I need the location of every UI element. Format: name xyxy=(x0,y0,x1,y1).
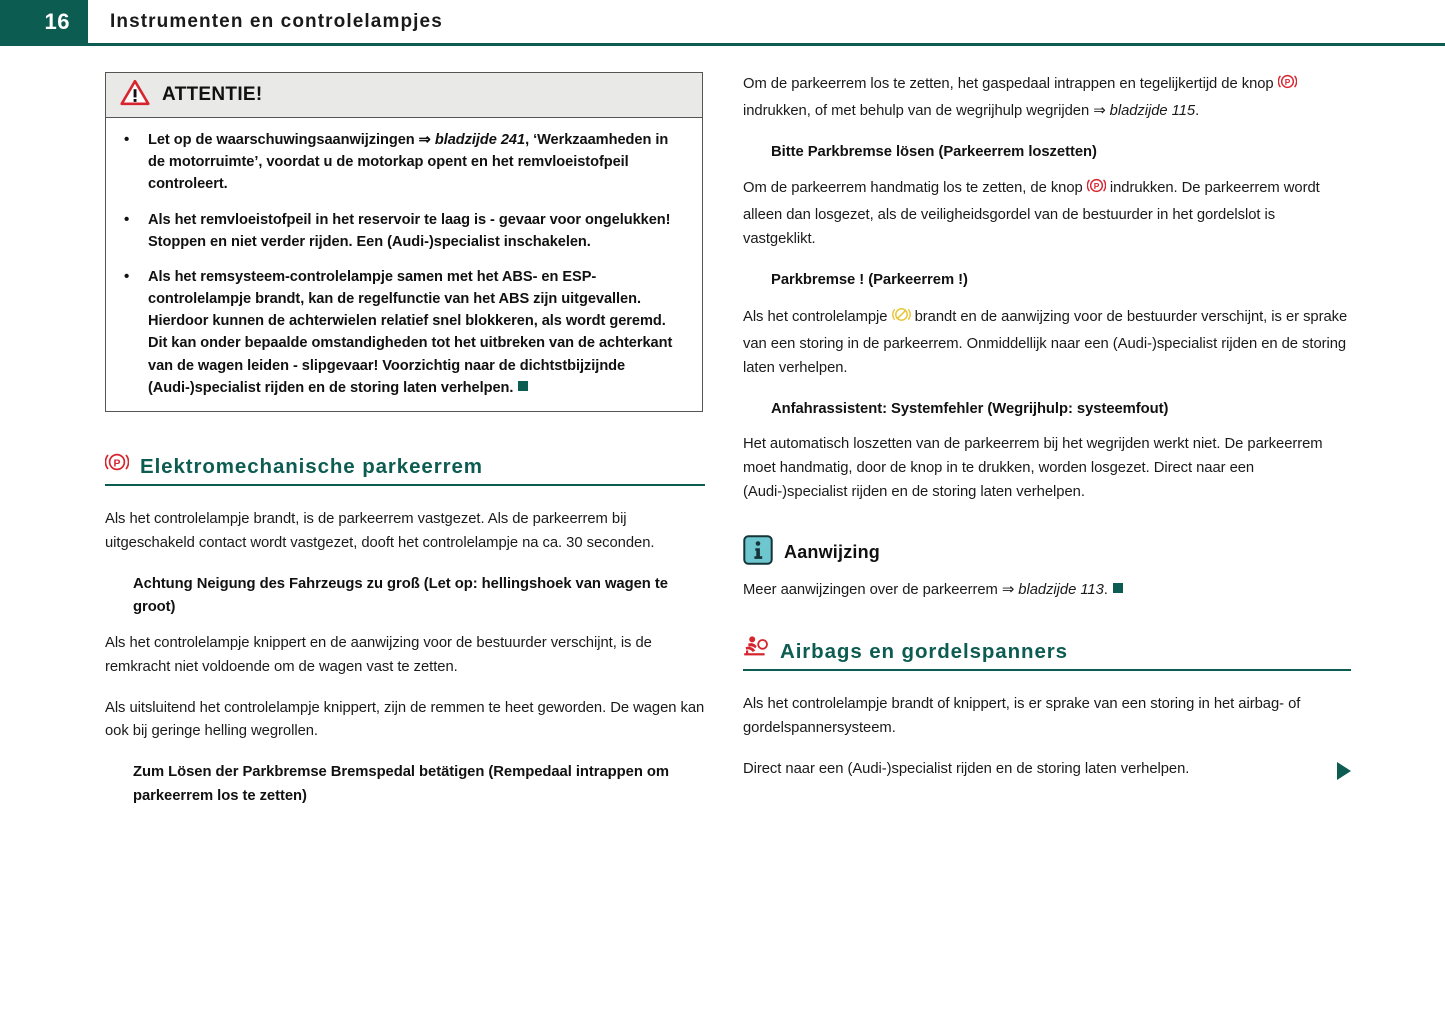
sub-heading: Parkbremse ! (Parkeerrem !) xyxy=(771,272,968,289)
paragraph-text: Om de parkeerrem handmatig los te zetten, de knop xyxy=(743,180,1087,197)
warning-box-header xyxy=(106,73,702,118)
svg-text:P: P xyxy=(1284,76,1290,87)
sub-heading: Anfahrassistent: Systemfehler (Wegrijhulp: systeemfout) xyxy=(771,400,1169,417)
warning-item-pre: Als het remvloeistofpeil in het reservoir te laag is - gevaar voor ongelukken! Stoppen en niet verder rijden. Een (Audi-)specialist inschakelen. xyxy=(148,211,671,250)
section-title: Elektromechanische parkeerrem xyxy=(140,455,483,479)
paragraph: Als het controlelampje knippert en de aanwijzing voor de bestuurder verschijnt, is de remkracht niet voldoende om de wagen vast te zetten. xyxy=(105,634,652,675)
sub-heading: Bitte Parkbremse lösen (Parkeerrem loszetten) xyxy=(771,143,1097,160)
continuation-triangle-icon xyxy=(1337,762,1351,780)
warning-box-title: ATTENTIE! xyxy=(162,84,263,105)
paragraph-text: brandt en de aanwijzing voor de bestuurder verschijnt, is er sprake van een storing in de parkeerrem. Onmiddellijk naar een (Audi-)specialist rijden en de storing laten verhelpen. xyxy=(743,308,1348,376)
bullet-icon: • xyxy=(124,210,130,228)
warning-box xyxy=(105,72,703,412)
sub-heading: Zum Lösen der Parkbremse Bremspedal betätigen (Rempedaal intrappen om parkeerrem los te zetten) xyxy=(133,764,669,804)
warning-item xyxy=(122,129,686,196)
warning-item xyxy=(122,266,686,399)
parking-brake-p-icon xyxy=(105,450,129,479)
warning-item xyxy=(122,209,686,253)
page-title: Instrumenten en controlelampjes xyxy=(110,11,443,32)
end-of-section-square-icon xyxy=(518,381,528,391)
last-paragraph-wrapper xyxy=(743,758,1351,782)
reference-arrow-icon: ⇒ xyxy=(1093,102,1110,119)
paragraph: Als uitsluitend het controlelampje knippert, zijn de remmen te heet geworden. De wagen kan ook bij geringe helling wegrollen. xyxy=(105,699,705,740)
end-of-section-square-icon xyxy=(1113,583,1123,593)
svg-text:P: P xyxy=(113,457,121,470)
paragraph-text: indrukken, of met behulp van de wegrijhulp wegrijden xyxy=(743,102,1094,119)
section-title: Airbags en gordelspanners xyxy=(780,640,1068,664)
paragraph-text: . xyxy=(1195,102,1200,119)
info-i-icon xyxy=(743,535,773,570)
section-heading-airbags xyxy=(743,635,1351,671)
parking-brake-fault-amber-icon xyxy=(892,305,911,333)
paragraph-text: Als het controlelampje xyxy=(743,308,892,325)
warning-box-body xyxy=(106,118,702,411)
reference-arrow-icon: ⇒ xyxy=(1001,581,1019,598)
parking-brake-p-icon xyxy=(1278,72,1297,100)
warning-item-pre: Als het remsysteem-controlelampje samen met het ABS- en ESP-controlelampje brandt, kan de regelfunctie van het ABS zijn uitgevallen. Hierdoor kunnen de achterwielen relatief snel blokkeren, als wordt geremd. Dit kan onder bepaalde omstandigheden tot het uitbreken van de achterkant van de wagen leiden - slipgevaar! Voorzichtig naar de dichtstbijzijnde (Audi-)specialist rijden en de storing laten verhelpen. xyxy=(148,268,673,396)
bullet-icon: • xyxy=(124,131,130,148)
cross-reference: bladzijde 115 xyxy=(1109,102,1196,119)
left-column xyxy=(105,72,705,820)
paragraph-text: indrukken. De parkeerrem wordt alleen dan losgezet, als de veiligheidsgordel van de bestuurder in het gordelslot is vastgeklikt. xyxy=(743,180,1320,248)
paragraph: Het automatisch loszetten van de parkeerrem bij het wegrijden werkt niet. De parkeerrem moet handmatig, door de knop in te drukken, worden losgezet. Direct naar een (Audi-)specialist rijden en de storing laten verhelpen. xyxy=(743,435,1323,500)
paragraph-text: Om de parkeerrem los te zetten, het gaspedaal intrappen en tegelijkertijd de knop xyxy=(743,76,1278,92)
bullet-icon: • xyxy=(124,267,130,285)
page-header xyxy=(0,0,1445,44)
page-number: 16 xyxy=(0,0,88,44)
airbag-icon xyxy=(743,635,769,664)
parking-brake-p-icon xyxy=(1087,176,1106,204)
paragraph: Direct naar een (Audi-)specialist rijden en de storing laten verhelpen. xyxy=(743,760,1190,777)
section-heading-parkeerrem xyxy=(105,450,705,486)
warning-triangle-icon xyxy=(120,79,150,111)
cross-reference: bladzijde 113 xyxy=(1018,581,1104,598)
note-heading xyxy=(743,535,1351,570)
right-column xyxy=(743,72,1351,782)
paragraph-text: . xyxy=(1103,581,1108,598)
sub-heading: Achtung Neigung des Fahrzeugs zu groß (Let op: hellingshoek van wagen te groot) xyxy=(133,575,668,616)
reference-arrow-icon: ⇒ xyxy=(418,132,435,148)
paragraph: Als het controlelampje brandt, is de parkeerrem vastgezet. Als de parkeerrem bij uitgeschakeld contact wordt vastgezet, dooft het controlelampje na ca. 30 seconden. xyxy=(105,510,655,551)
header-rule xyxy=(0,43,1445,46)
paragraph: Als het controlelampje brandt of knippert, is er sprake van een storing in het airbag- of gordelspannersysteem. xyxy=(743,695,1301,736)
paragraph xyxy=(743,305,1351,381)
note-paragraph xyxy=(743,579,1351,603)
cross-reference: bladzijde 241 xyxy=(434,132,526,148)
warning-item-pre: Let op de waarschuwingsaanwijzingen xyxy=(148,132,419,148)
paragraph xyxy=(743,176,1351,252)
note-title: Aanwijzing xyxy=(784,541,880,562)
paragraph-text: Meer aanwijzingen over de parkeerrem xyxy=(743,581,1002,598)
svg-text:P: P xyxy=(1093,181,1100,192)
paragraph xyxy=(743,72,1351,124)
warning-item-post: , ‘Werkzaamheden in de motorruimte’, voordat u de motorkap opent en het remvloeistofpeil controleert. xyxy=(148,132,669,193)
